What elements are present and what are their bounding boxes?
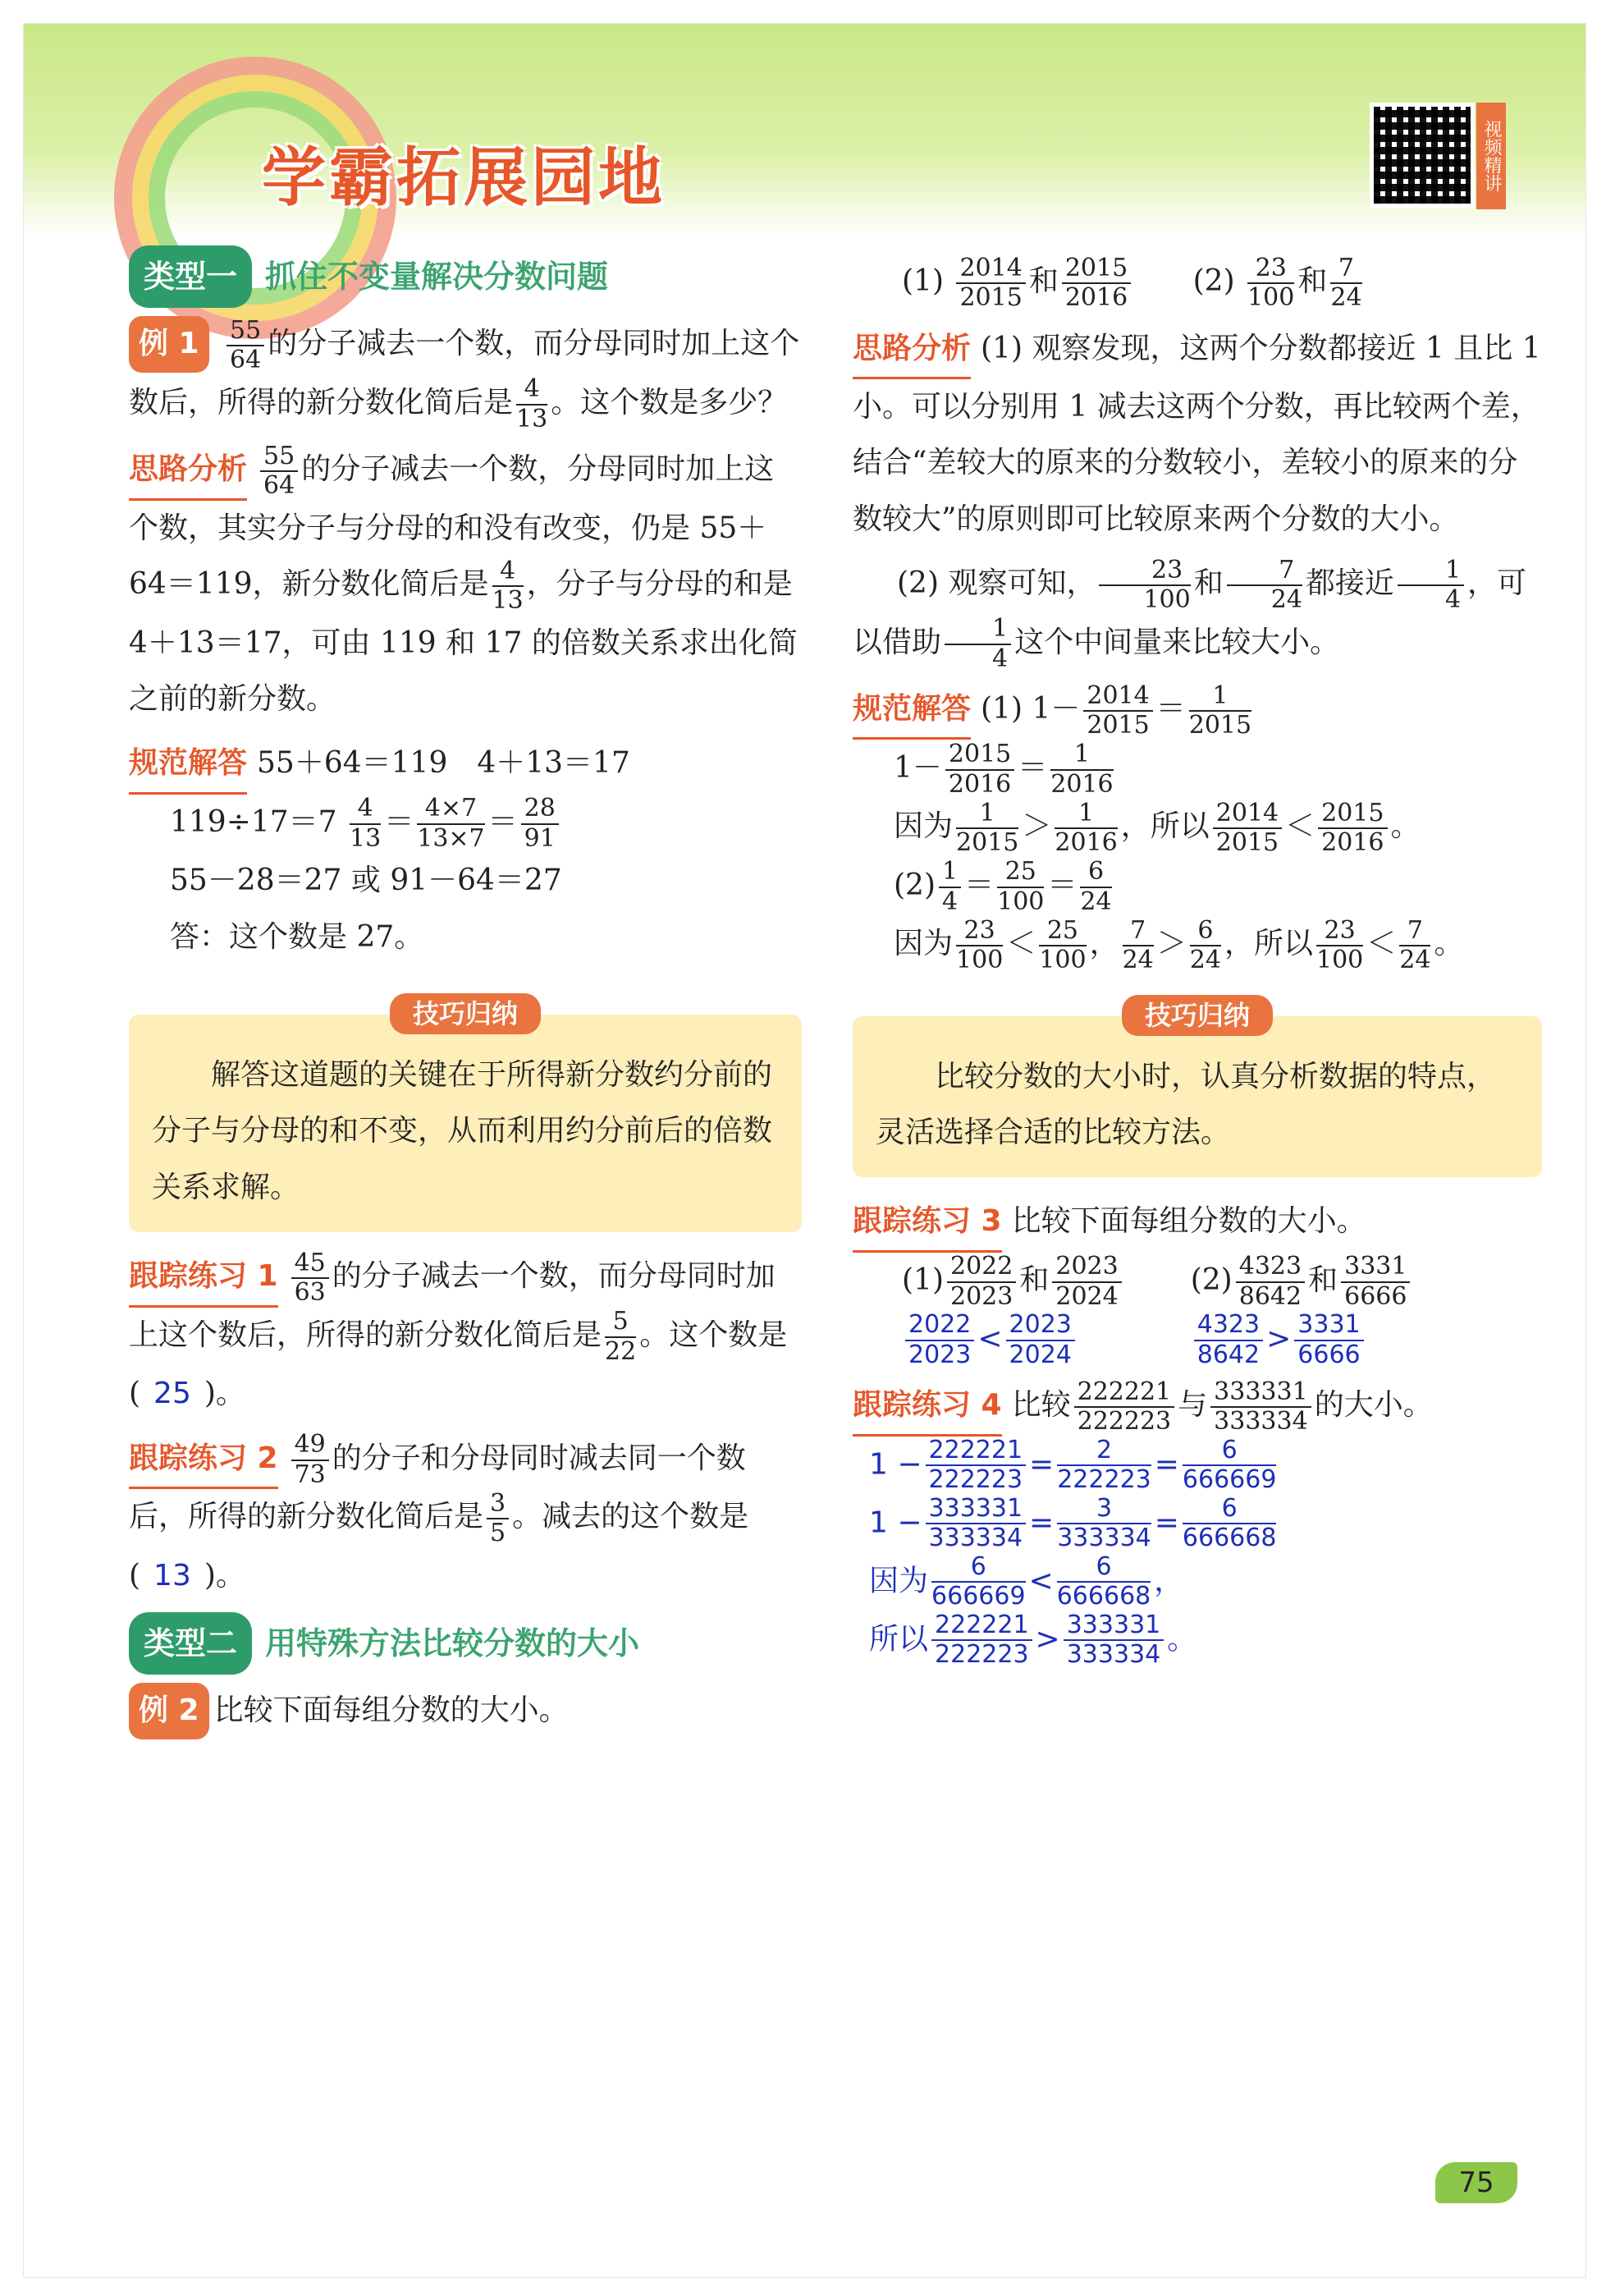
- answer2-label: 规范解答: [853, 681, 971, 740]
- tip-box-1: [129, 998, 802, 1232]
- tip1-text: 解答这道题的关键在于所得新分数约分前的分子与分母的和不变，从而利用约分前后的倍数关系求解。: [152, 1058, 773, 1204]
- example2: 例 2 比较下面每组分数的大小。: [129, 1683, 802, 1739]
- practice2-answer[interactable]: 13: [153, 1558, 191, 1593]
- answer1-line1: 55＋64＝119 4＋13＝17: [257, 746, 630, 781]
- practice4-label: 跟踪练习 4: [853, 1377, 1002, 1436]
- analysis2: 思路分析 (1) 观察发现，这两个分数都接近 1 且比 1 小。可以分别用 1 减去这两个分数，再比较两个差，结合“差较大的原来的分数较小，差较小的原来的分数较大”的原则即可比较原来两个分数的大小。: [853, 321, 1542, 548]
- example1: [129, 316, 802, 433]
- practice3-label: 跟踪练习 3: [853, 1194, 1002, 1252]
- type1-tag: 类型一: [129, 245, 252, 308]
- practice4: 跟踪练习 4 比较 $\frac{222221}{222223}$ 与 $\frac{333331}{333334}$ 的大小。 1 − $\frac{222221}{222223}$ = $\frac{2}{222223}$ = $\frac{6}{666669}$ 1 − $\frac{333331}{333334}$ = $\frac{3}{333334}$ = $\frac{6}{666668}$ 因为 $\frac{6}{666669}$ < $\frac{6}{666668}$ ， 所以 $\frac{222221}{222223}$ > $\frac{333331}{333334}$ 。: [853, 1377, 1542, 1670]
- analysis1-text-end: ，分子与分母的和是 4＋13＝17，可由 119 和 17 的倍数关系求出化简之前的新分数。: [129, 567, 798, 716]
- practice1-label: 跟踪练习 1: [129, 1249, 278, 1307]
- analysis1-text: 的分子减去一个数，分母同时加上这个数，其实分子与分母的和没有改变，仍是 55＋64＝119，新分数化简后是: [129, 452, 775, 602]
- answer2-line2: 1－ $\frac{2015}{2016}$ ＝ $\frac{1}{2016}$: [894, 740, 1114, 799]
- example1-text-end: 。这个数是多少？: [551, 385, 788, 419]
- left-column: [129, 245, 802, 1748]
- answer2-line4: (2) $\frac{1}{4}$ ＝ $\frac{25}{100}$ ＝ $\frac{6}{24}$: [894, 857, 1112, 916]
- analysis1-label: 思路分析: [129, 442, 247, 500]
- practice3-answer2[interactable]: $\frac{4323}{8642}$ > $\frac{3331}{6666}$: [1191, 1311, 1414, 1369]
- answer2-line5: 因为 $\frac{23}{100}$ ＜ $\frac{25}{100}$ ， $\frac{7}{24}$ ＞ $\frac{6}{24}$ ，所以 $\frac{23}{100}$ ＜ $\frac{7}{24}$ 。: [894, 915, 1464, 975]
- practice1-answer[interactable]: 25: [153, 1377, 191, 1411]
- fraction: $\frac{4}{13}$: [492, 556, 524, 616]
- practice3: 跟踪练习 3 比较下面每组分数的大小。 (1) $\frac{2022}{2023}$ 和 $\frac{2023}{2024}$ $\frac{2022}{2023}$ < $\frac{2023}{2024}$ (2) $\frac{4323}{8642}$ 和 $\frac{3331}{6666}$ $\frac{4323}{8642}$ > $\frac{3331}{6666}$: [853, 1194, 1542, 1369]
- practice4-answer[interactable]: 1 − $\frac{222221}{222223}$ = $\frac{2}{222223}$ = $\frac{6}{666669}$ 1 − $\frac{333331}{333334}$ = $\frac{3}{333334}$ = $\frac{6}{666668}$ 因为 $\frac{6}{666669}$ < $\frac{6}{666668}$ ， 所以 $\frac{222221}{222223}$ > $\frac{333331}{333334}$ 。: [869, 1435, 1277, 1670]
- tip-box-2: [853, 999, 1542, 1178]
- fraction: $\frac{55}{64}$: [226, 317, 264, 375]
- example1-tag: 例 1: [129, 316, 209, 372]
- type2-tag: 类型二: [129, 1612, 252, 1675]
- type2-heading: [129, 1612, 802, 1675]
- practice3-q2: (2) $\frac{4323}{8642}$ 和 $\frac{3331}{6666}$ $\frac{4323}{8642}$ > $\frac{3331}{6666}$: [1191, 1253, 1414, 1370]
- practice1: 跟踪练习 1 $\frac{45}{63}$ 的分子减去一个数，而分母同时加上这个数后，所得的新分数化简后是 $\frac{5}{22}$ 。这个数是( 25 )。: [129, 1248, 788, 1411]
- practice3-answer1[interactable]: $\frac{2022}{2023}$ < $\frac{2023}{2024}$: [902, 1311, 1125, 1369]
- example1-text: 的分子减去一个数，而分母同时加上这个数后，所得的新分数化简后是: [129, 327, 800, 419]
- video-label[interactable]: 视频精讲: [1476, 103, 1506, 209]
- answer2: 规范解答 (1) 1－ $\frac{2014}{2015}$ ＝ $\frac{1}{2015}$ 1－ $\frac{2015}{2016}$ ＝ $\frac{1}{2016}$ 因为 $\frac{1}{2015}$ ＞ $\frac{1}{2016}$ ，所以 $\frac{2014}{2015}$ ＜ $\frac{2015}{2016}$ 。 (2) $\frac{1}{4}$ ＝ $\frac{25}{100}$ ＝ $\frac{6}{24}$ 因为 $\frac{23}{100}$ ＜ $\frac{25}{100}$ ， $\frac{7}{24}$ ＞ $\frac{6}{24}$ ，所以 $\frac{23}{100}$ ＜ $\frac{7}{24}$ 。: [853, 681, 1542, 975]
- answer1-label: 规范解答: [129, 736, 247, 794]
- tip1-title: 技巧归纳: [390, 993, 541, 1034]
- page-title: 学霸拓展园地: [262, 141, 666, 215]
- tip2-title: 技巧归纳: [1122, 995, 1273, 1036]
- type2-text: 用特殊方法比较分数的大小: [265, 1625, 640, 1661]
- textbook-page: [23, 23, 1586, 2278]
- answer1-line4: 答：这个数是 27。: [170, 919, 424, 954]
- practice3-q1: (1) $\frac{2022}{2023}$ 和 $\frac{2023}{2024}$ $\frac{2022}{2023}$ < $\frac{2023}{2024}$: [902, 1253, 1125, 1370]
- type1-text: 抓住不变量解决分数问题: [265, 259, 609, 295]
- type1-heading: [129, 245, 802, 308]
- fraction: $\frac{4}{13}$: [516, 374, 548, 433]
- example2-tag: 例 2: [129, 1683, 209, 1739]
- answer1-line3: 55－28＝27 或 91－64＝27: [170, 864, 562, 898]
- analysis1: [129, 442, 802, 727]
- practice2: 跟踪练习 2 $\frac{49}{73}$ 的分子和分母同时减去同一个数后，所得的新分数化简后是 $\frac{3}{5}$ 。减去的这个数是( 13 )。: [129, 1430, 749, 1593]
- answer2-line3: 因为 $\frac{1}{2015}$ ＞ $\frac{1}{2016}$ ，所以 $\frac{2014}{2015}$ ＜ $\frac{2015}{2016}$ 。: [894, 798, 1421, 858]
- analysis2-label: 思路分析: [853, 321, 971, 379]
- page-number: 75: [1435, 2162, 1517, 2203]
- fraction: $\frac{55}{64}$: [260, 442, 298, 501]
- example2-questions: (1) $\frac{2014}{2015}$ 和 $\frac{2015}{2016}$ (2) $\frac{23}{100}$ 和 $\frac{7}{24}$: [902, 253, 1362, 312]
- qr-code-icon[interactable]: [1370, 103, 1475, 208]
- practice2-label: 跟踪练习 2: [129, 1431, 278, 1489]
- answer1-line2: 119÷17＝7 $\frac{4}{13}$ ＝ $\frac{4\times 7}{13\times 7}$ ＝ $\frac{28}{91}$: [129, 795, 802, 854]
- analysis2-part2: (2) 观察可知， $\frac{23}{100}$ 和 $\frac{7}{24}$ 都接近 $\frac{1}{4}$ ，可以借助 $\frac{1}{4}$ 这个中间量来比较大小。: [853, 555, 1527, 673]
- answer1: [129, 736, 802, 965]
- right-column: [853, 245, 1542, 1678]
- tip2-text: 比较分数的大小时，认真分析数据的特点，灵活选择合适的比较方法。: [876, 1059, 1497, 1149]
